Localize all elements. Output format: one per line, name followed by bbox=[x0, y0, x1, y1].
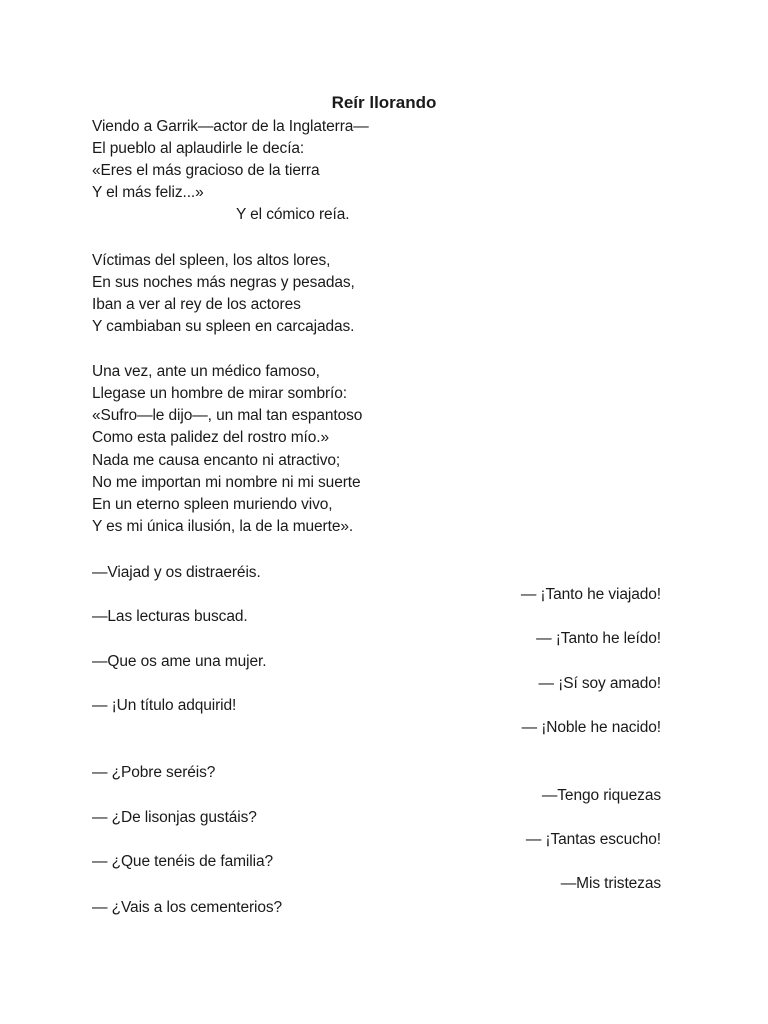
verse-line: Y el más feliz...» bbox=[92, 184, 204, 201]
verse-line: «Sufro—le dijo—, un mal tan espantoso bbox=[92, 407, 363, 424]
dialogue-answer: — ¡Tanto he viajado! bbox=[520, 586, 661, 603]
verse-line: Como esta palidez del rostro mío.» bbox=[92, 429, 329, 446]
dialogue-question: — ¡Un título adquirid! bbox=[92, 697, 237, 714]
dialogue-answer: —Tengo riquezas bbox=[541, 787, 661, 804]
verse-line: Llegase un hombre de mirar sombrío: bbox=[92, 385, 347, 402]
poem-title: Reír llorando bbox=[331, 93, 437, 112]
verse-line: Y cambiaban su spleen en carcajadas. bbox=[92, 318, 355, 335]
verse-line: «Eres el más gracioso de la tierra bbox=[92, 162, 320, 179]
dialogue-answer: — ¡Noble he nacido! bbox=[521, 719, 661, 736]
verse-line: Nada me causa encanto ni atractivo; bbox=[92, 452, 341, 469]
verse-line: El pueblo al aplaudirle le decía: bbox=[92, 140, 305, 157]
verse-line: Iban a ver al rey de los actores bbox=[92, 296, 301, 313]
dialogue-question: — ¿Que tenéis de familia? bbox=[92, 853, 274, 870]
verse-line: En sus noches más negras y pesadas, bbox=[92, 274, 355, 291]
dialogue-question: —Viajad y os distraeréis. bbox=[92, 564, 261, 581]
verse-line: Una vez, ante un médico famoso, bbox=[92, 363, 320, 380]
verse-line: Viendo a Garrik—actor de la Inglaterra— bbox=[92, 118, 369, 135]
verse-line: No me importan mi nombre ni mi suerte bbox=[92, 474, 361, 491]
dialogue-question: —Las lecturas buscad. bbox=[92, 608, 248, 625]
verse-line: Víctimas del spleen, los altos lores, bbox=[92, 252, 331, 269]
verse-line: Y es mi única ilusión, la de la muerte». bbox=[92, 518, 354, 535]
dialogue-question: — ¿De lisonjas gustáis? bbox=[92, 809, 257, 826]
dialogue-answer: — ¡Tantas escucho! bbox=[525, 831, 661, 848]
verse-line-indented: Y el cómico reía. bbox=[236, 206, 350, 223]
dialogue-answer: — ¡Sí soy amado! bbox=[538, 675, 661, 692]
dialogue-answer: —Mis tristezas bbox=[560, 875, 661, 892]
dialogue-answer: — ¡Tanto he leído! bbox=[536, 630, 661, 647]
dialogue-question: — ¿Pobre seréis? bbox=[92, 764, 216, 781]
dialogue-question: — ¿Vais a los cementerios? bbox=[92, 899, 283, 916]
dialogue-question: —Que os ame una mujer. bbox=[92, 653, 267, 670]
verse-line: En un eterno spleen muriendo vivo, bbox=[92, 496, 333, 513]
